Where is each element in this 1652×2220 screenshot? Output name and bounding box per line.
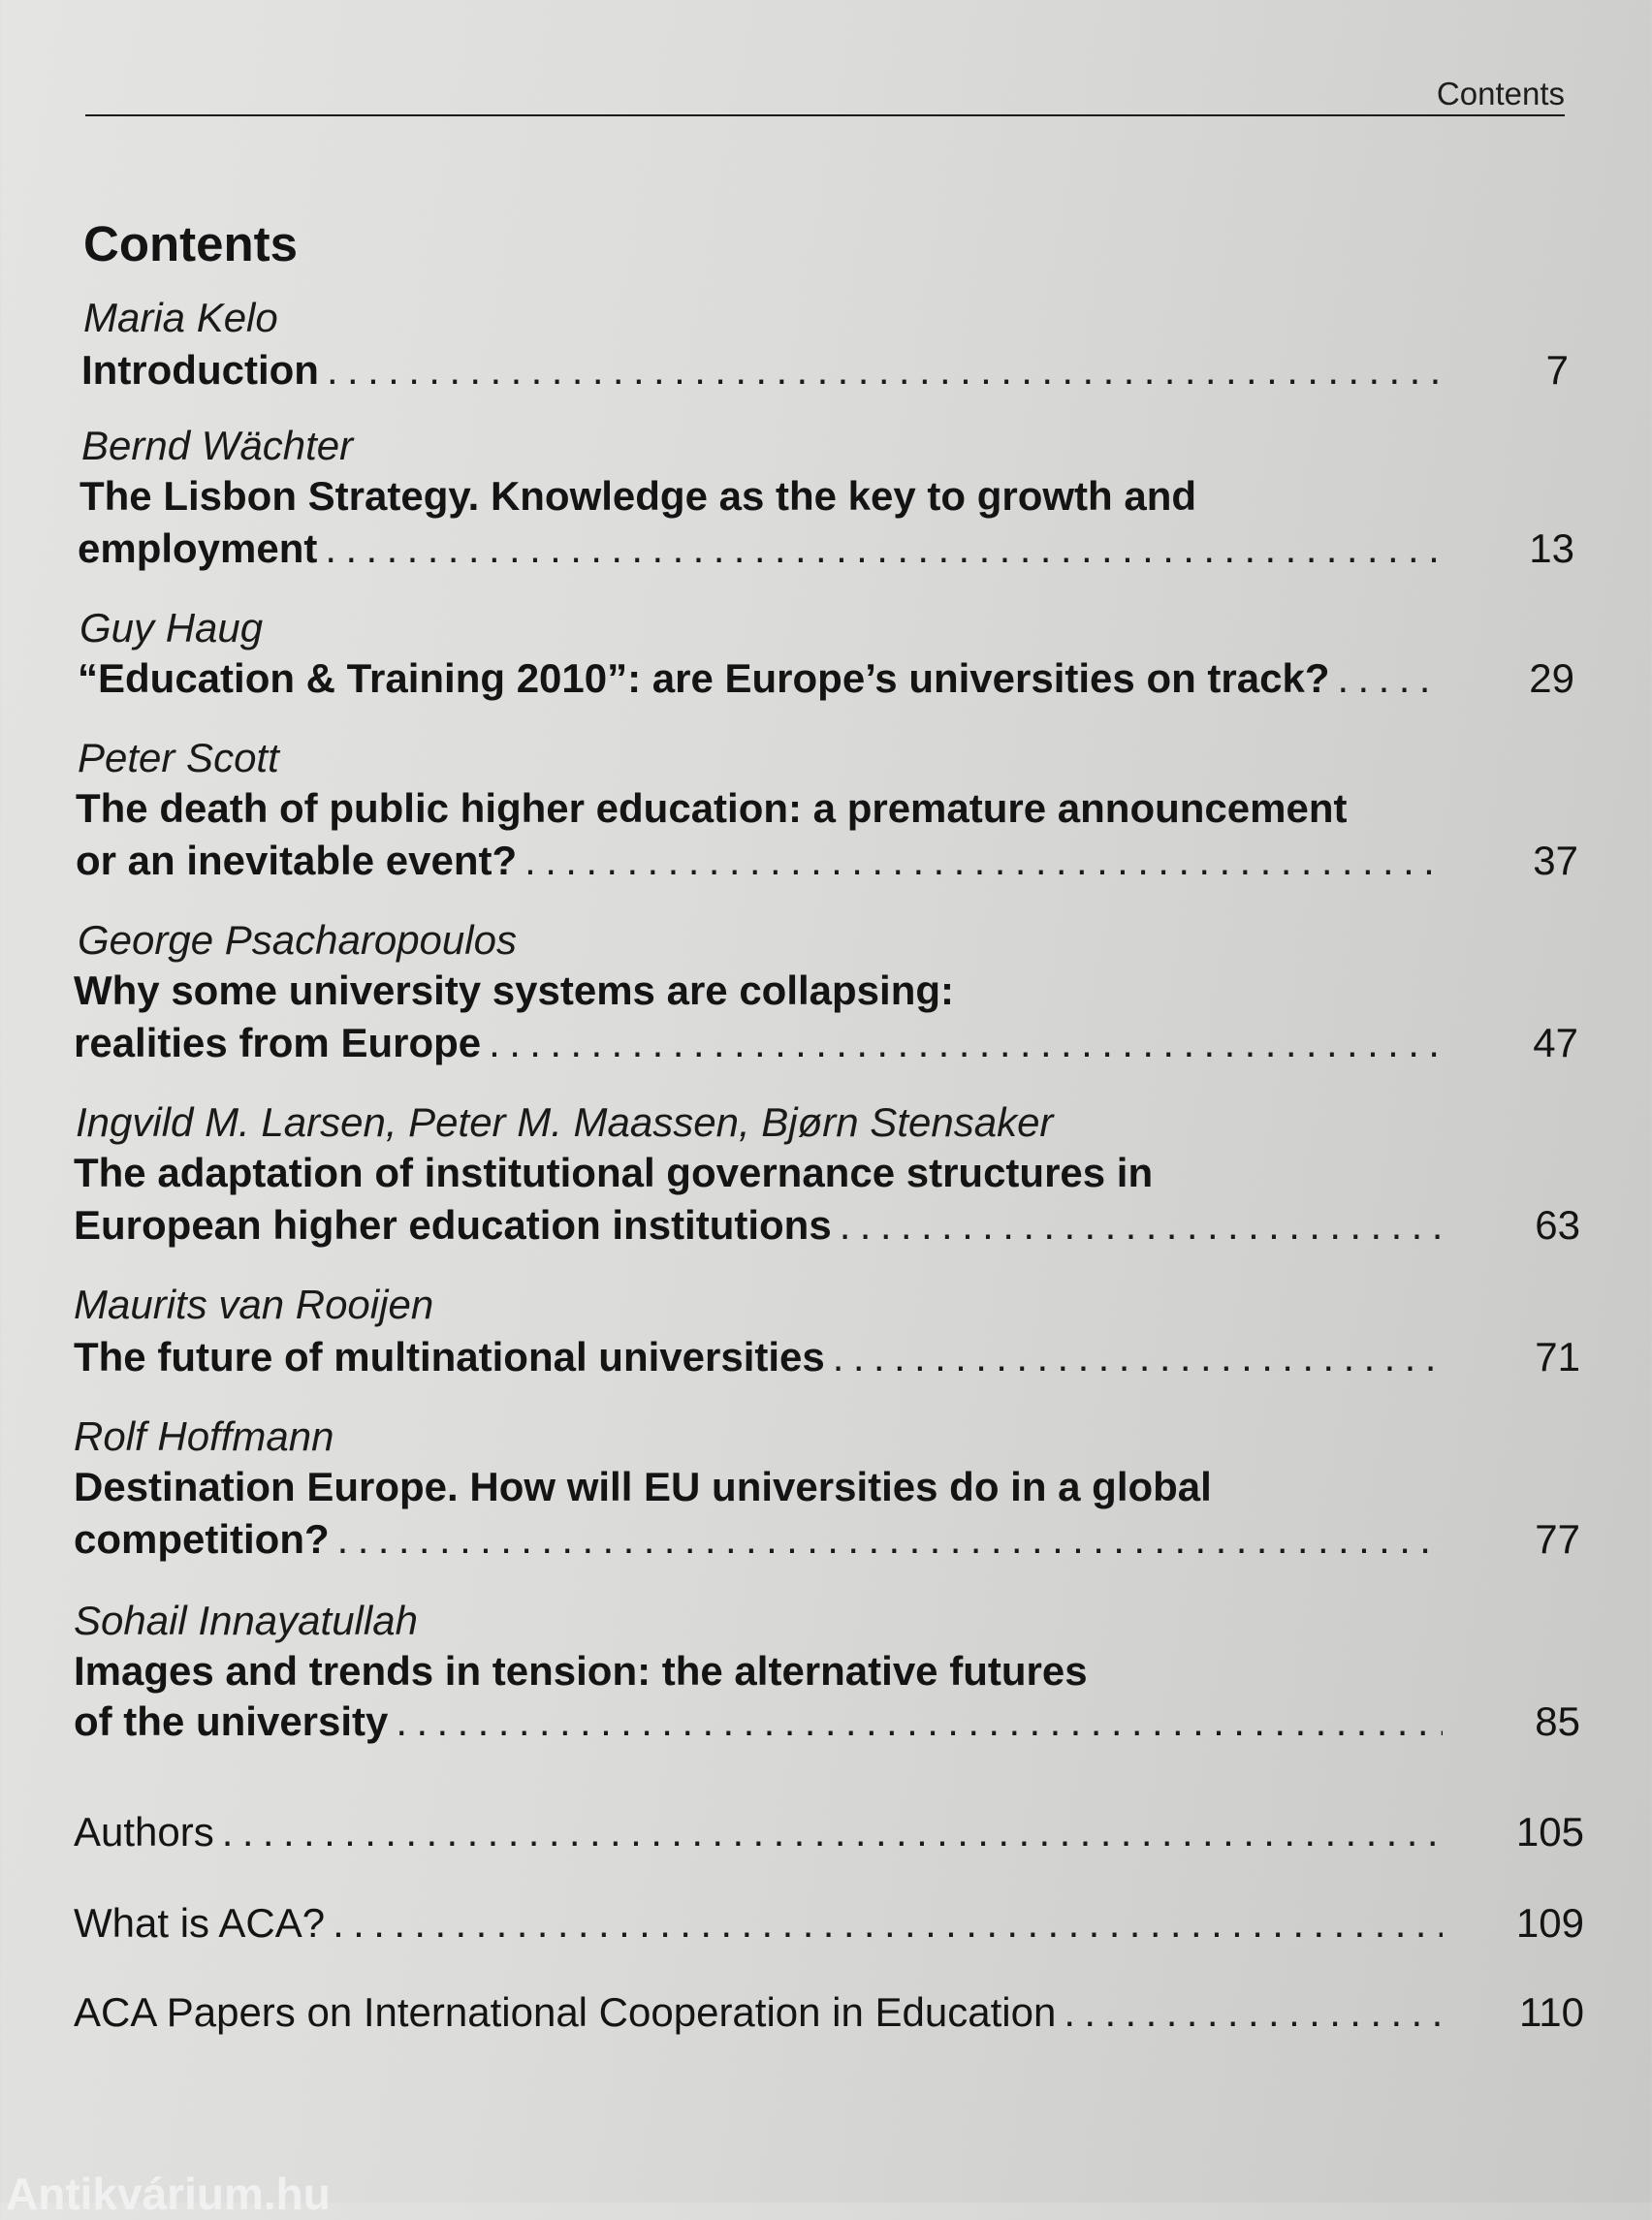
toc-title-line: [78, 525, 1439, 580]
dot-leader: [317, 525, 1439, 572]
toc-title-text: Introduction: [81, 347, 319, 393]
contents-title: Contents: [83, 216, 298, 271]
dot-leader: [825, 1334, 1443, 1380]
dot-leader: [319, 347, 1439, 394]
toc-title-line: [74, 1516, 1443, 1570]
toc-title-line: [78, 655, 1443, 710]
toc-author: Maria Kelo: [83, 295, 278, 340]
toc-title-line: [74, 1202, 1443, 1256]
toc-page-number: 77: [1535, 1516, 1580, 1562]
toc-title-text: ACA Papers on International Cooperation in Education: [74, 1989, 1057, 2035]
toc-author: Bernd Wächter: [81, 423, 354, 468]
toc-title-text: The death of public higher education: a premature announcement: [76, 785, 1348, 831]
toc-title-line: [79, 473, 1196, 527]
toc-title-text: Images and trends in tension: the alternative futures: [74, 1648, 1088, 1694]
toc-title-line: [74, 1698, 1443, 1753]
toc-author: Ingvild M. Larsen, Peter M. Maassen, Bjørn Stensaker: [76, 1099, 1054, 1145]
toc-title-text: or an inevitable event?: [76, 838, 518, 883]
toc-author: Peter Scott: [78, 735, 279, 780]
dot-leader: [388, 1698, 1443, 1745]
dot-leader: [481, 1020, 1443, 1066]
toc-title-text: European higher education institutions: [74, 1202, 832, 1248]
toc-title-line: [76, 838, 1441, 892]
toc-page-number: 37: [1533, 838, 1578, 883]
toc-page-number: 63: [1535, 1202, 1580, 1248]
toc-title-line: [74, 1334, 1443, 1388]
toc-author: George Psacharopoulos: [78, 917, 517, 963]
dot-leader: [330, 1516, 1443, 1563]
toc-title-text: The adaptation of institutional governance structures in: [74, 1150, 1154, 1195]
watermark-text: Antikvárium.hu: [6, 2169, 331, 2219]
toc-title-text: employment: [78, 525, 318, 571]
toc-title-text: Authors: [74, 1809, 214, 1855]
toc-page-number: 13: [1529, 525, 1574, 571]
toc-title-text: The future of multinational universities: [74, 1334, 825, 1380]
toc-title-text: realities from Europe: [74, 1020, 482, 1065]
toc-page-number: 105: [1515, 1809, 1584, 1855]
toc-page-number: 7: [1545, 347, 1569, 393]
toc-author: Rolf Hoffmann: [74, 1413, 334, 1459]
toc-page-number: 29: [1529, 655, 1574, 701]
toc-author: Sohail Innayatullah: [74, 1598, 418, 1643]
toc-page-number: 85: [1535, 1698, 1580, 1744]
dot-leader: [325, 1900, 1443, 1947]
toc-title-line: [81, 347, 1439, 401]
toc-title-text: “Education & Training 2010”: are Europe’s universities on track?: [78, 655, 1330, 701]
toc-title-text: What is ACA?: [74, 1900, 326, 1946]
toc-page-number: 47: [1533, 1020, 1578, 1065]
toc-title-text: Destination Europe. How will EU universities do in a global: [74, 1464, 1212, 1509]
dot-leader: [832, 1202, 1443, 1249]
toc-title-line: [74, 1900, 1443, 1954]
toc-title-text: Why some university systems are collapsing:: [74, 967, 955, 1013]
toc-author: Guy Haug: [79, 605, 264, 650]
toc-page-number: 109: [1515, 1900, 1584, 1946]
toc-title-line: [74, 967, 954, 1022]
dot-leader: [1329, 655, 1443, 702]
dot-leader: [1056, 1989, 1443, 2036]
dot-leader: [214, 1809, 1443, 1855]
toc-title-line: [74, 1989, 1443, 2044]
toc-title-text: competition?: [74, 1516, 330, 1562]
running-header: [85, 72, 1565, 116]
toc-title-line: [76, 785, 1347, 840]
toc-title-text: The Lisbon Strategy. Knowledge as the key to growth and: [79, 473, 1197, 519]
toc-title-line: [74, 1809, 1443, 1863]
toc-title-line: [74, 1150, 1153, 1204]
toc-title-line: [74, 1020, 1443, 1074]
toc-title-line: [74, 1648, 1088, 1702]
toc-title-line: [74, 1464, 1212, 1518]
dot-leader: [517, 838, 1441, 884]
running-header-text: Contents: [1436, 76, 1565, 111]
toc-page-number: 110: [1519, 1989, 1584, 2035]
toc-page-number: 71: [1535, 1334, 1580, 1380]
toc-author: Maurits van Rooijen: [74, 1282, 434, 1327]
toc-title-text: of the university: [74, 1698, 389, 1744]
